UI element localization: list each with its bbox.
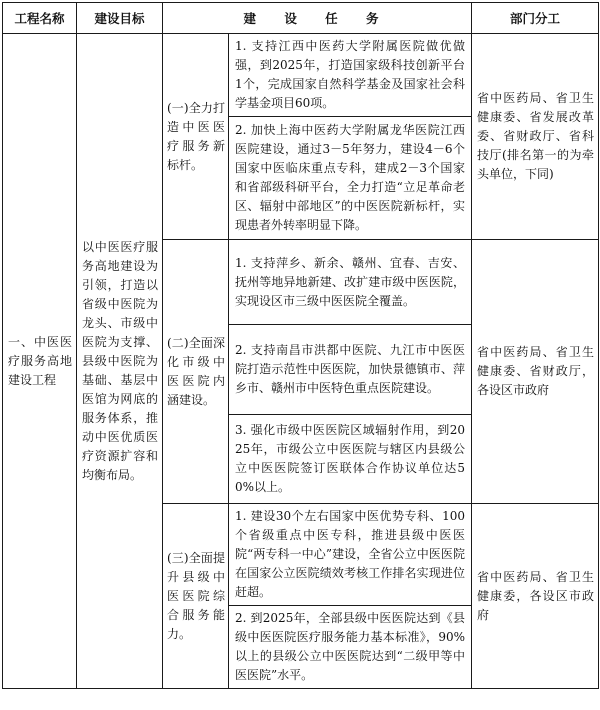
header-tasks: 建 设 任 务: [163, 3, 472, 34]
header-project: 工程名称: [3, 3, 77, 34]
task-3-1: 1. 建设30个左右国家中医优势专科、100个省级重点中医专科，推进县级中医医院“两专科一中心”建设，全省公立中医医院在国家公立医院绩效考核工作排名实现进位赶超。: [229, 504, 472, 606]
task-2-3: 3. 强化市级中医医院区域辐射作用，到2025年，市级公立中医医院与辖区内县级公立中医医院签订医联体合作协议单位达50%以上。: [229, 415, 472, 504]
task-3-2: 2. 到2025年，全部县级中医医院达到《县级中医医院医疗服务能力基本标准》，90%以上的县级公立中医医院达到“二级甲等中医医院”水平。: [229, 606, 472, 689]
dept-cell-1: 省中医药局、省卫生健康委、省发展改革委、省财政厅、省科技厅(排名第一的为牵头单位，下同): [472, 34, 599, 240]
dept-cell-3: 省中医药局、省卫生健康委，各设区市政府: [472, 504, 599, 689]
task-2-2: 2. 支持南昌市洪都中医院、九江市中医医院打造示范性中医医院，加快景德镇市、萍乡市、赣州市中医特色重点医院建设。: [229, 325, 472, 415]
task-2-1: 1. 支持萍乡、新余、赣州、宜春、吉安、抚州等地异地新建、改扩建市级中医医院，实现设区市三级中医医院全覆盖。: [229, 240, 472, 325]
group-title-3: (三)全面提升县级中医医院综合服务能力。: [163, 504, 229, 689]
header-dept: 部门分工: [472, 3, 599, 34]
task-1-2: 2. 加快上海中医药大学附属龙华医院江西医院建设，通过3－5年努力，建设4－6个国家中医临床重点专科，建成2－3个国家和省部级科研平台，全力打造“立足革命老区、辐射中部地区”的中医医院新标杆，实现患者外转率明显下降。: [229, 117, 472, 240]
group-title-2: (二)全面深化市级中医医院内涵建设。: [163, 240, 229, 504]
task-table: [2, 2, 599, 689]
table-row: [3, 34, 599, 117]
project-name-cell: 一、中医医疗服务高地建设工程: [3, 34, 77, 689]
goal-cell: 以中医医疗服务高地建设为引领，打造以省级中医院为龙头、市级中医院为支撑、县级中医院为基础、基层中医馆为网底的服务体系，推动中医优质医疗资源扩容和均衡布局。: [77, 34, 163, 689]
task-1-1: 1. 支持江西中医药大学附属医院做优做强，到2025年，打造国家级科技创新平台1个，完成国家自然科学基金及国家社会科学基金项目60项。: [229, 34, 472, 117]
document-page: [2, 2, 599, 689]
group-title-1: (一)全力打造中医医疗服务新标杆。: [163, 34, 229, 240]
header-goal: 建设目标: [77, 3, 163, 34]
header-row: [3, 3, 599, 34]
dept-cell-2: 省中医药局、省卫生健康委、省财政厅，各设区市政府: [472, 240, 599, 504]
